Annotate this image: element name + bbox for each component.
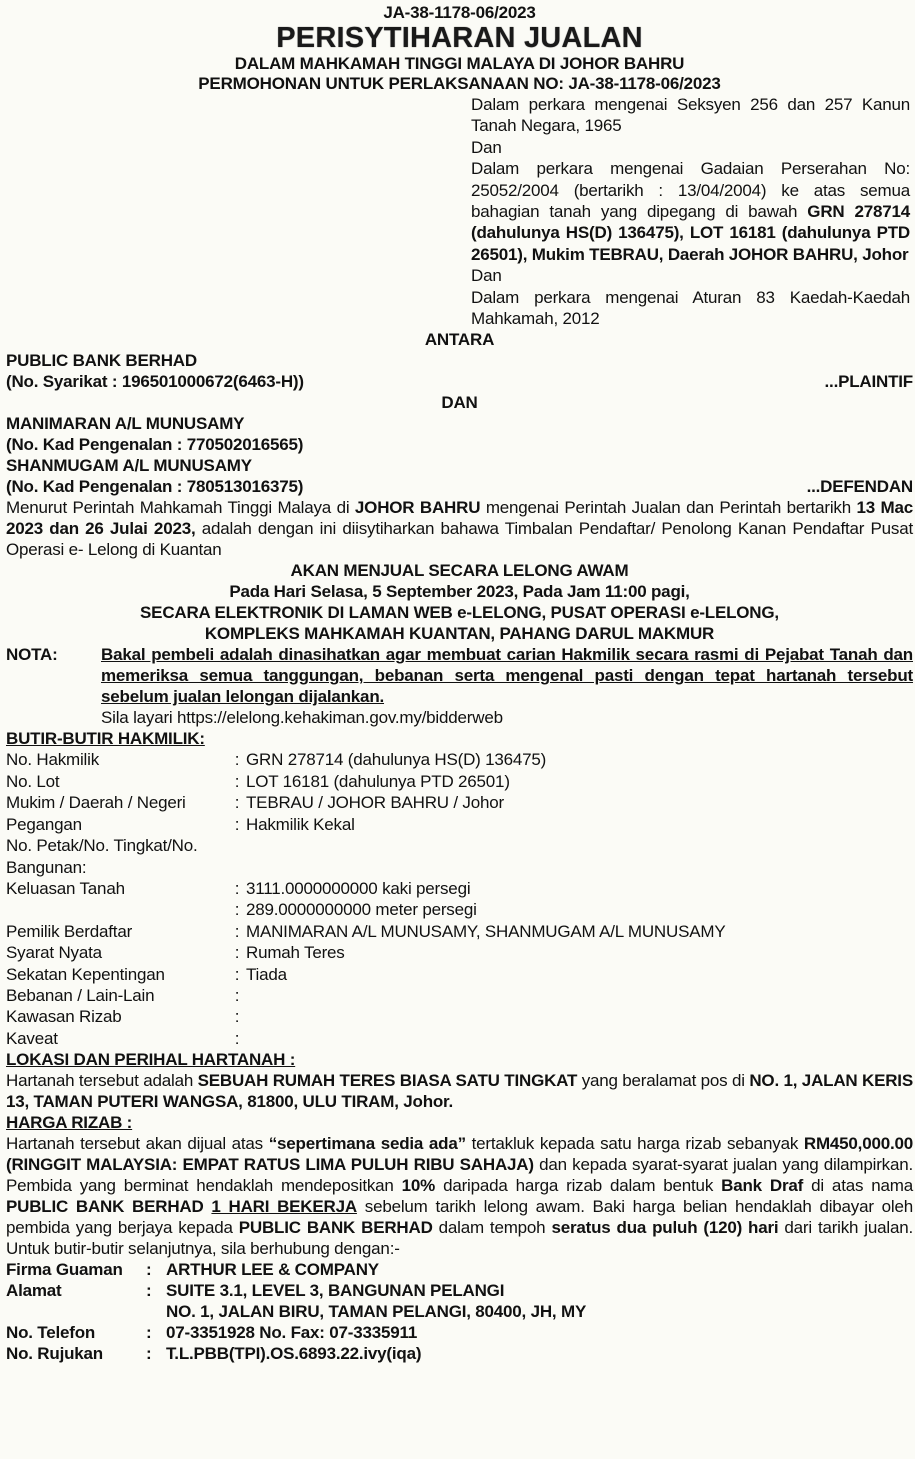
deposit-deadline: 1 HARI BEKERJA — [211, 1197, 357, 1217]
title-detail-row — [6, 942, 913, 963]
order-dates: 13 Mac 2023 dan 26 Julai 2023, — [6, 498, 913, 539]
auction-line-2: Pada Hari Selasa, 5 September 2023, Pada Jam 11:00 pagi, — [229, 582, 690, 602]
matter-1: Dalam perkara mengenai Seksyen 256 dan 257 Kanun Tanah Negara, 1965 — [471, 95, 910, 136]
title-detail-row-label: No. Petak/No. Tingkat/No. Bangunan: — [6, 836, 198, 877]
order-text-2: mengenai Perintah Jualan dan Perintah bertarikh — [480, 498, 857, 518]
firm-row-value: SUITE 3.1, LEVEL 3, BANGUNAN PELANGI — [166, 1281, 505, 1301]
defendant-role: ...DEFENDAN — [806, 477, 913, 497]
matter-2-text: Dalam perkara mengenai Gadaian Perserahan No: 25052/2004 (bertarikh : 13/04/2004) ke atas semua bahagian tanah yang dipegang di bawah — [471, 159, 910, 222]
title-detail-row — [6, 792, 913, 813]
defendant-2-id: (No. Kad Pengenalan : 780513016375) — [6, 477, 304, 497]
matter-2 — [471, 158, 910, 265]
title-detail-row-label: No. Lot — [6, 771, 60, 791]
plaintiff-name: PUBLIC BANK BERHAD — [6, 351, 197, 371]
payee-name: PUBLIC BANK BERHAD — [6, 1197, 204, 1217]
title-detail-row-separator: : — [234, 943, 240, 963]
title-detail-row-value — [246, 1028, 913, 1049]
firm-row — [6, 1259, 586, 1280]
reserve-as-is: “sepertimana sedia ada” — [268, 1134, 466, 1154]
location-text-1: Hartanah tersebut adalah — [6, 1071, 198, 1091]
reserve-text-9: dari tarikh jualan. Untuk butir-butir selanjutnya, sila berhubung dengan:- — [6, 1218, 913, 1259]
title-detail-row-value — [246, 1006, 913, 1027]
order-paragraph — [6, 497, 913, 560]
title-detail-row-label: No. Hakmilik — [6, 750, 100, 770]
firm-row-label: Alamat — [6, 1281, 62, 1301]
title-detail-row-label: Bebanan / Lain-Lain — [6, 985, 155, 1005]
auction-line-1: AKAN MENJUAL SECARA LELONG AWAM — [290, 561, 629, 581]
auction-line-3: SECARA ELEKTRONIK DI LAMAN WEB e-LELONG, PUSAT OPERASI e-LELONG, — [140, 603, 779, 623]
plaintiff-row — [6, 371, 913, 392]
title-detail-row-label: Pegangan — [6, 814, 82, 834]
firm-row-label: No. Rujukan — [6, 1344, 103, 1364]
title-detail-row-label: Kaveat — [6, 1028, 58, 1048]
title-detail-row-label — [6, 899, 228, 920]
matter-2-property: GRN 278714 (dahulunya HS(D) 136475), LOT 16181 (dahulunya PTD 26501), Mukim TEBRAU, Daerah JOHOR BAHRU, Johor — [471, 202, 911, 264]
deposit-percent: 10% — [401, 1176, 436, 1196]
location-heading: LOKASI DAN PERIHAL HARTANAH : — [6, 1050, 296, 1070]
title-details-table — [6, 749, 913, 1049]
reserve-price: RM450,000.00 (RINGGIT MALAYSIA: EMPAT RATUS LIMA PULUH RIBU SAHAJA) — [6, 1134, 913, 1175]
location-text-2: yang beralamat pos di — [577, 1071, 750, 1091]
balance-period: seratus dua puluh (120) hari — [551, 1218, 779, 1238]
matter-conjunction-2: Dan — [471, 266, 502, 286]
title-detail-row-separator: : — [234, 814, 240, 834]
reserve-text-4: daripada harga rizab dalam bentuk — [435, 1176, 722, 1196]
matter-3: Dalam perkara mengenai Aturan 83 Kaedah-Kaedah Mahkamah, 2012 — [471, 287, 910, 329]
title-detail-row-value: GRN 278714 (dahulunya HS(D) 136475) — [246, 750, 547, 770]
title-detail-row-separator: : — [234, 985, 240, 1005]
reserve-text-1: Hartanah tersebut akan dijual atas — [6, 1134, 269, 1154]
reserve-heading: HARGA RIZAB : — [6, 1113, 133, 1133]
firm-row — [6, 1280, 586, 1301]
auction-line-4: KOMPLEKS MAHKAMAH KUANTAN, PAHANG DARUL MAKMUR — [204, 624, 715, 644]
firm-row-value: T.L.PBB(TPI).OS.6893.22.ivy(iqa) — [166, 1344, 422, 1364]
nota-visit-link: Sila layari https://elelong.kehakiman.gov.my/bidderweb — [101, 708, 503, 728]
court-name: DALAM MAHKAMAH TINGGI MALAYA DI JOHOR BAHRU — [234, 54, 685, 73]
balance-payee: PUBLIC BANK BERHAD — [238, 1218, 433, 1238]
nota-block — [6, 644, 913, 728]
title-detail-row-value: LOT 16181 (dahulunya PTD 26501) — [246, 771, 510, 791]
title-detail-row — [6, 985, 913, 1006]
reference-number: JA-38-1178-06/2023 — [383, 3, 536, 22]
firm-row-separator: : — [146, 1260, 152, 1280]
title-detail-row-value — [246, 985, 913, 1006]
title-detail-row-label: Pemilik Berdaftar — [6, 921, 133, 941]
payment-method: Bank Draf — [721, 1176, 804, 1196]
firm-row-value: NO. 1, JALAN BIRU, TAMAN PELANGI, 80400, JH, MY — [166, 1302, 587, 1322]
title-detail-row-value: Tiada — [246, 964, 287, 984]
between-label: ANTARA — [424, 330, 495, 350]
title-detail-row-value: 3111.0000000000 kaki persegi — [246, 878, 471, 898]
defendant-1-id: (No. Kad Pengenalan : 770502016565) — [6, 435, 304, 455]
title-detail-row-label: Keluasan Tanah — [6, 878, 125, 898]
reserve-text-5: di atas nama — [803, 1176, 913, 1196]
title-detail-row-separator: : — [234, 1007, 240, 1027]
title-detail-row-label: Kawasan Rizab — [6, 1007, 122, 1027]
firm-row-value: 07-3351928 No. Fax: 07-3335911 — [166, 1323, 418, 1343]
order-text-3: adalah dengan ini diisytiharkan bahawa Timbalan Pendaftar/ Penolong Kanan Pendaftar Pusat Operasi e- Lelong di Kuantan — [6, 519, 913, 560]
title-detail-row — [6, 921, 913, 942]
title-detail-row-separator: : — [234, 878, 240, 898]
plaintiff-role: ...PLAINTIF — [824, 372, 913, 392]
title-detail-row-value: MANIMARAN A/L MUNUSAMY, SHANMUGAM A/L MUNUSAMY — [246, 921, 726, 941]
page-title: PERISYTIHARAN JUALAN — [276, 22, 643, 54]
title-detail-row-value: Hakmilik Kekal — [246, 814, 355, 834]
title-detail-row-label: Mukim / Daerah / Negeri — [6, 793, 186, 813]
nota-body — [101, 644, 913, 728]
title-detail-row — [6, 814, 913, 835]
reserve-text-7: sebelum tarikh lelong awam. Baki harga belian hendaklah dibayar oleh pembida yang berjaya kepada — [6, 1197, 913, 1238]
title-detail-row-label: Syarat Nyata — [6, 943, 102, 963]
plaintiff-id: (No. Syarikat : 196501000672(6463-H)) — [6, 372, 304, 392]
title-detail-row-separator: : — [234, 750, 240, 770]
reserve-paragraph — [6, 1133, 913, 1259]
title-detail-row — [6, 1028, 913, 1049]
firm-row-separator: : — [146, 1323, 152, 1343]
firm-row — [6, 1343, 586, 1364]
title-detail-row-separator: : — [234, 793, 240, 813]
title-detail-row-value: Rumah Teres — [246, 943, 345, 963]
firm-row-label — [6, 1301, 146, 1322]
property-type: SEBUAH RUMAH TERES BIASA SATU TINGKAT — [197, 1071, 578, 1091]
order-court-location: JOHOR BAHRU — [354, 498, 481, 518]
reserve-text-2: tertakluk kepada satu harga rizab sebanyak — [465, 1134, 804, 1154]
matter-conjunction-1: Dan — [471, 137, 502, 157]
title-detail-row — [6, 749, 913, 770]
title-details-heading: BUTIR-BUTIR HAKMILIK: — [6, 729, 205, 749]
title-detail-row-separator: : — [234, 900, 240, 920]
firm-row-separator — [146, 1301, 166, 1322]
title-detail-row-value: TEBRAU / JOHOR BAHRU / Johor — [246, 793, 504, 813]
firm-row-separator: : — [146, 1344, 152, 1364]
title-detail-row — [6, 899, 913, 920]
title-detail-row-label: Sekatan Kepentingan — [6, 964, 165, 984]
title-detail-row — [6, 964, 913, 985]
defendant-row — [6, 476, 913, 497]
location-paragraph — [6, 1070, 913, 1112]
title-detail-row-separator: : — [234, 771, 240, 791]
reserve-text-8: dalam tempoh — [432, 1218, 552, 1238]
application-number: PERMOHONAN UNTUK PERLAKSANAAN NO: JA-38-1178-06/2023 — [198, 74, 721, 93]
firm-row-value: ARTHUR LEE & COMPANY — [166, 1260, 379, 1280]
title-detail-row-value: 289.0000000000 meter persegi — [246, 900, 477, 920]
title-detail-row — [6, 878, 913, 899]
firm-row — [6, 1301, 586, 1322]
order-text-1: Menurut Perintah Mahkamah Tinggi Malaya di — [6, 498, 355, 518]
title-detail-row — [6, 1006, 913, 1027]
firm-row-separator: : — [146, 1281, 152, 1301]
title-detail-row-separator — [228, 835, 246, 878]
title-detail-row-separator: : — [234, 921, 240, 941]
and-label: DAN — [441, 393, 478, 413]
firm-row-label: No. Telefon — [6, 1323, 96, 1343]
property-address: NO. 1, JALAN KERIS 13, TAMAN PUTERI WANGSA, 81800, ULU TIRAM, Johor. — [6, 1071, 913, 1112]
matters-block — [471, 94, 910, 329]
title-detail-row — [6, 771, 913, 792]
firm-row — [6, 1322, 586, 1343]
title-detail-row — [6, 835, 913, 878]
title-detail-row-separator: : — [234, 1028, 240, 1048]
nota-label: NOTA: — [6, 645, 58, 665]
defendant-2-name: SHANMUGAM A/L MUNUSAMY — [6, 456, 252, 476]
title-detail-row-value — [246, 835, 913, 878]
nota-text: Bakal pembeli adalah dinasihatkan agar membuat carian Hakmilik secara rasmi di Pejabat Tanah dan memeriksa semua tanggungan, bebanan serta mengenal pasti dengan tepat hartanah tersebut sebelum jualan lelongan dijalankan. — [101, 645, 913, 707]
defendant-1-name: MANIMARAN A/L MUNUSAMY — [6, 414, 245, 434]
reserve-text-3: dan kepada syarat-syarat jualan yang dilampirkan. Pembida yang berminat hendaklah mendepositkan — [6, 1155, 914, 1196]
law-firm-table — [6, 1259, 586, 1364]
firm-row-label: Firma Guaman — [6, 1260, 123, 1280]
title-detail-row-separator: : — [234, 964, 240, 984]
